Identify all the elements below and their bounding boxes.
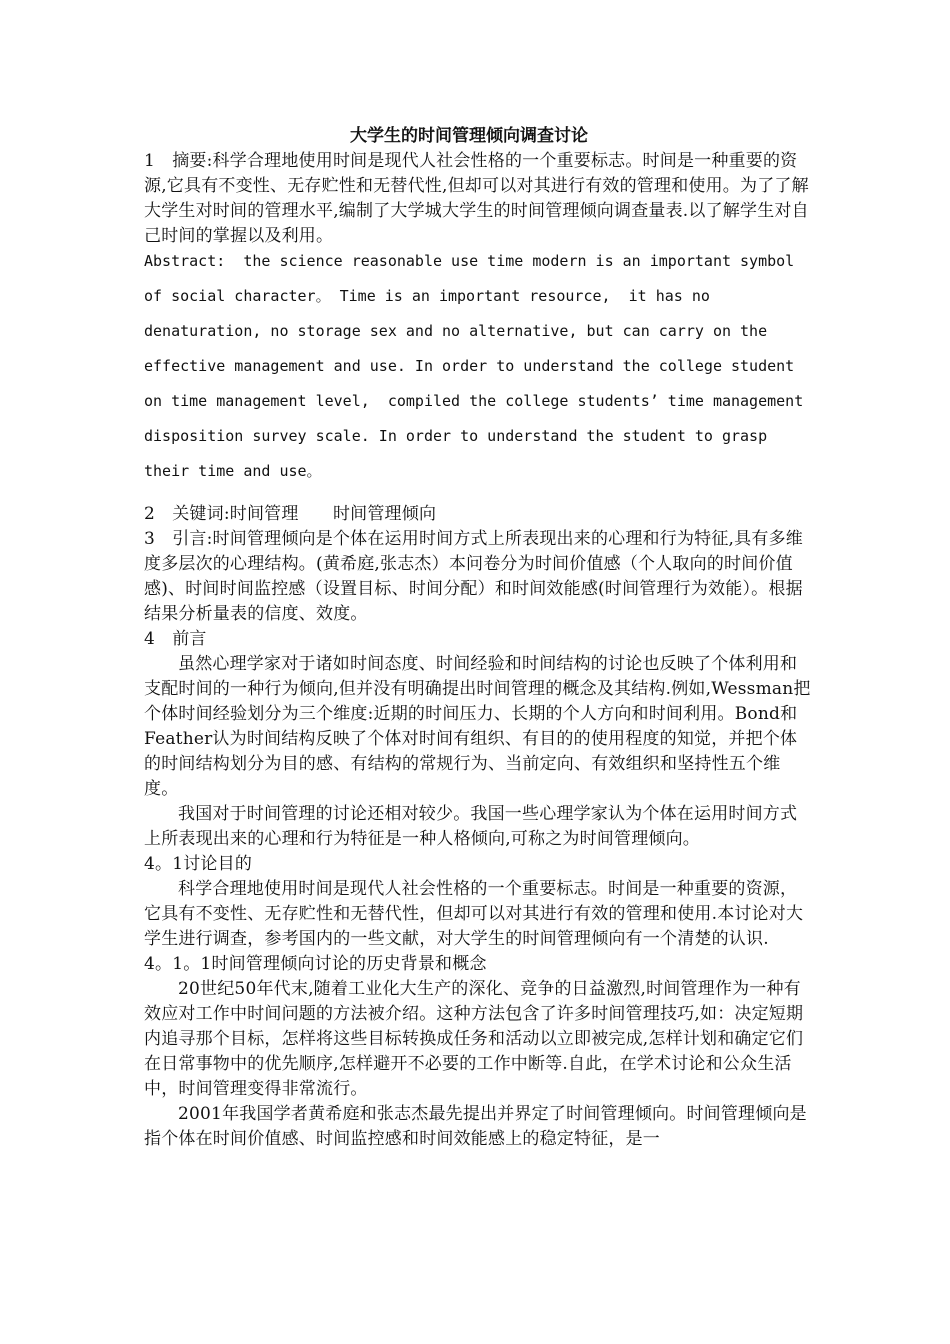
- keywords-line: 2 关键词:时间管理 时间管理倾向: [144, 504, 437, 524]
- body-section: [144, 502, 814, 1152]
- preface-heading: 4 前言: [144, 629, 207, 649]
- preface-paragraph-2: 我国对于时间管理的讨论还相对较少。我国一些心理学家认为个体在运用时间方式上所表现出来的心理和行为特征是一种人格倾向,可称之为时间管理倾向。: [144, 804, 798, 849]
- summary-paragraph: 1 摘要:科学合理地使用时间是现代人社会性格的一个重要标志。时间是一种重要的资源,它具有不变性、无存贮性和无替代性,但却可以对其进行有效的管理和使用。为了了解大学生对时间的管理水平,编制了大学城大学生的时间管理倾向调查量表.以了解学生对自己时间的掌握以及利用。: [144, 151, 809, 246]
- section-4-1-1-paragraph-2: 2001年我国学者黄希庭和张志杰最先提出并界定了时间管理倾向。时间管理倾向是指个体在时间价值感、时间监控感和时间效能感上的稳定特征，是一: [144, 1104, 807, 1149]
- section-4-1-1-paragraph-1: 20世纪50年代末,随着工业化大生产的深化、竞争的日益激烈,时间管理作为一种有效应对工作中时间问题的方法被介绍。这种方法包含了许多时间管理技巧,如：决定短期内追寻那个目标，怎样将这些目标转换成任务和活动以立即被完成,怎样计划和确定它们在日常事物中的优先顺序,怎样避开不必要的工作中断等.自此，在学术讨论和公众生活中，时间管理变得非常流行。: [144, 979, 804, 1099]
- document-title: 大学生的时间管理倾向调查讨论: [350, 126, 588, 146]
- preface-paragraph-1: 虽然心理学家对于诸如时间态度、时间经验和时间结构的讨论也反映了个体利用和支配时间的一种行为倾向,但并没有明确提出时间管理的概念及其结构.例如,Wessman把个体时间经验划分为三个维度:近期的时间压力、长期的个人方向和时间利用。Bond和Feather认为时间结构反映了个体对时间有组织、有目的的使用程度的知觉，并把个体的时间结构划分为目的感、有结构的常规行为、当前定向、有效组织和坚持性五个维度。: [144, 654, 811, 799]
- section-4-1-paragraph: 科学合理地使用时间是现代人社会性格的一个重要标志。时间是一种重要的资源，它具有不变性、无存贮性和无替代性，但却可以对其进行有效的管理和使用.本讨论对大学生进行调查，参考国内的一些文献，对大学生的时间管理倾向有一个清楚的认识.: [144, 879, 804, 949]
- intro-paragraph: 3 引言:时间管理倾向是个体在运用时间方式上所表现出来的心理和行为特征,具有多维度多层次的心理结构。(黄希庭,张志杰）本问卷分为时间价值感（个人取向的时间价值感)、时间时间监控感（设置目标、时间分配）和时间效能感(时间管理行为效能）。根据结果分析量表的信度、效度。: [144, 529, 803, 624]
- section-4-1-1-heading: 4。1。1时间管理倾向讨论的历史背景和概念: [144, 954, 487, 974]
- section-4-1-heading: 4。1讨论目的: [144, 854, 253, 874]
- abstract-english: Abstract: the science reasonable use time modern is an important symbol of social character。 Time is an important resource, it has no denaturation, no storage sex and no alternative, but can carry on the effective management and use. In order to understand the college student on time management level, compiled the college students’ time management disposition survey scale. In order to understand the student to grasp their time and use。: [144, 252, 813, 480]
- summary-section: [144, 149, 814, 249]
